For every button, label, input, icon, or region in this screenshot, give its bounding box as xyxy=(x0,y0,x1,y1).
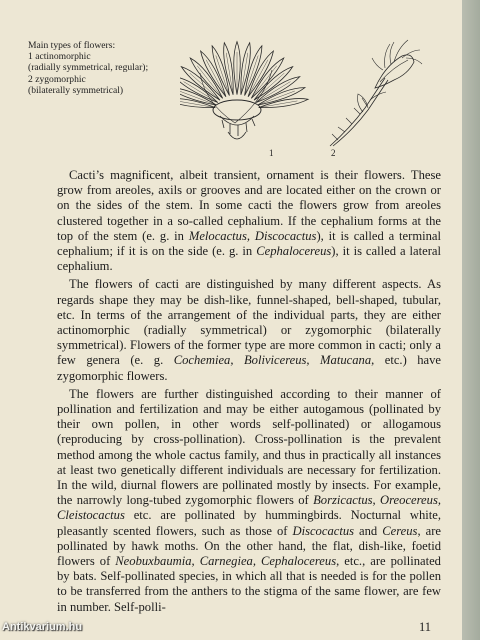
page-number: 11 xyxy=(419,620,432,634)
italic-genus-text: Discocactus xyxy=(292,523,355,538)
caption-line: 1 actinomorphic xyxy=(28,51,91,63)
caption-line: (radially symmetrical, regular); xyxy=(28,62,149,74)
petal-vein xyxy=(241,53,248,95)
zygomorphic-flower-drawing xyxy=(330,40,422,146)
caption-line: (bilaterally symmetrical) xyxy=(28,84,124,96)
text-run: , are pollinated by hawk moths. On the other hand, the flat, dish-like, foetid flowers of xyxy=(57,523,442,569)
italic-genus-text: Cereus xyxy=(382,523,418,538)
petal-vein xyxy=(184,82,218,103)
body-text xyxy=(57,168,441,618)
body-paragraph xyxy=(57,277,441,383)
watermark: Antikvarium.hu xyxy=(2,621,83,633)
figure-label-2: 2 xyxy=(331,148,336,158)
flower-illustration xyxy=(180,28,430,158)
figure-caption xyxy=(28,40,193,96)
text-run: and xyxy=(354,523,383,538)
text-run: The flowers are further distinguished according to their manner of pollination and fertilization and may be either autogamous (pollinated by their own pollen, in other words self-pollinated) or allogamous (reproducing by cross-pollination). Cross-pollination is the prevalent method among the whole cactus family, and thus in practically all instances at least two genetically different individuals are necessary for fertilization. In the wild, diurnal flowers are pollinated mostly by insects. For example, the narrowly long-tubed zygomorphic flowers of xyxy=(57,386,441,508)
text-run: Cacti’s magnificent, albeit transient, ornament is their flowers. These grow from areoles, axils or grooves and are located either on the crown or on the sides of the stem. In some cacti the flowers grow from areoles clustered together in a so-called cephalium. If the cephalium forms at the top of the stem (e. g. in xyxy=(57,168,441,243)
body-paragraph xyxy=(57,387,441,615)
italic-genus-text: Melocactus, Discocactus xyxy=(188,228,317,243)
italic-genus-text: Borzicactus, Oreocereus, Cleistocactus xyxy=(57,493,441,523)
caption-line: 2 zygomorphic xyxy=(28,73,86,85)
petal xyxy=(180,99,215,108)
text-run: The flowers of cacti are distinguished by many different aspects. As regards shape they may be dish-like, funnel-shaped, bell-shaped, tubular, etc. In terms of the arrangement of the individual parts, they are either actinomorphic (radially symmetrical) or zygomorphic (bilaterally symmetrical). Flowers of the former type are more common in cacti; only a few genera (e. g. xyxy=(57,277,441,368)
italic-genus-text: Cochemiea, Bolivicereus, Matucana xyxy=(173,353,372,368)
italic-genus-text: Neobuxbaumia, Carnegiea, Cephalocereus xyxy=(115,554,337,569)
petal-vein xyxy=(226,53,233,95)
petal-vein xyxy=(256,82,290,103)
text-run: ), it is called a lateral cephalium. xyxy=(57,244,441,274)
body-paragraph xyxy=(57,168,441,274)
text-run: , etc., are pollinated by bats. Self-pollinated species, in which all that is needed is for the pollen to be transferred from the anthers to the stigma of the same flower, are few in number. Self-polli- xyxy=(57,554,441,614)
caption-line: Main types of flowers: xyxy=(28,40,116,51)
actinomorphic-flower-drawing xyxy=(180,42,308,139)
page-edge xyxy=(462,0,480,640)
italic-genus-text: Cephalocereus xyxy=(256,244,332,259)
figure-label-1: 1 xyxy=(269,148,274,158)
text-run: ), it is called a terminal cephalium; if it is on the side (e. g. in xyxy=(57,228,442,259)
text-run: , etc.) have zygomorphic flowers. xyxy=(57,353,442,383)
text-run: etc. are pollinated by hummingbirds. Nocturnal white, pleasantly scented flowers, such as those of xyxy=(57,508,441,538)
